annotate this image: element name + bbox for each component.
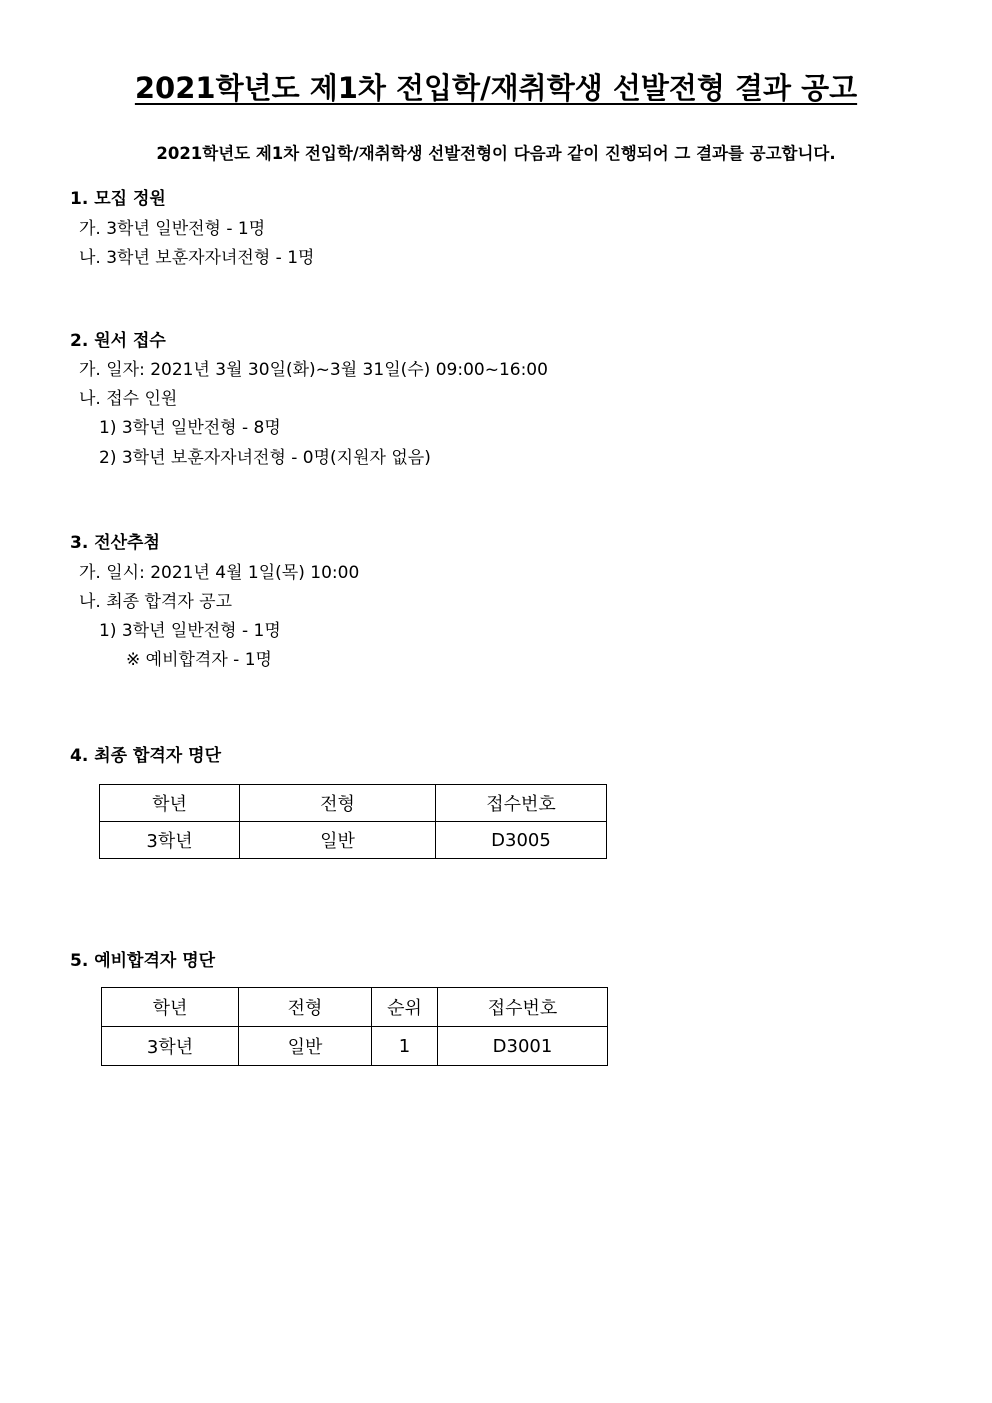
section-5-heading: 5. 예비합격자 명단: [70, 951, 216, 971]
cell-type: 일반: [239, 1027, 372, 1066]
section-2-line-1: 가. 일자: 2021년 3월 30일(화)~3월 31일(수) 09:00~16:00: [79, 360, 548, 380]
section-2-line-3: 1) 3학년 일반전형 - 8명: [99, 418, 281, 438]
section-4-heading: 4. 최종 합격자 명단: [70, 746, 221, 766]
header-cell-rank: 순위: [372, 988, 438, 1027]
section-3-line-4: ※ 예비합격자 - 1명: [126, 650, 272, 670]
section-3-line-3: 1) 3학년 일반전형 - 1명: [99, 621, 281, 641]
cell-type: 일반: [240, 822, 436, 859]
cell-grade: 3학년: [100, 822, 240, 859]
cell-receipt-number: D3005: [436, 822, 607, 859]
section-2-heading: 2. 원서 접수: [70, 331, 166, 351]
intro-text: 2021학년도 제1차 전입학/재취학생 선발전형이 다음과 같이 진행되어 그 결과를 공고합니다.: [156, 144, 836, 163]
table-header-row: [102, 988, 608, 1027]
final-admission-table: [99, 784, 607, 859]
document-title-text: 2021학년도 제1차 전입학/재취학생 선발전형 결과 공고: [134, 71, 858, 105]
header-cell-type: 전형: [239, 988, 372, 1027]
cell-grade: 3학년: [102, 1027, 239, 1066]
section-3-line-2: 나. 최종 합격자 공고: [79, 592, 232, 612]
reserve-admission-table: [101, 987, 608, 1066]
header-cell-grade: 학년: [102, 988, 239, 1027]
header-cell-receipt-number: 접수번호: [436, 785, 607, 822]
section-2-line-4: 2) 3학년 보훈자자녀전형 - 0명(지원자 없음): [99, 448, 431, 468]
section-2-line-2: 나. 접수 인원: [79, 389, 178, 409]
cell-rank: 1: [372, 1027, 438, 1066]
section-1-heading: 1. 모집 정원: [70, 189, 166, 209]
header-cell-type: 전형: [240, 785, 436, 822]
document-title: [0, 68, 992, 108]
header-cell-receipt-number: 접수번호: [438, 988, 608, 1027]
header-cell-grade: 학년: [100, 785, 240, 822]
table-row: [102, 1027, 608, 1066]
section-1-line-1: 가. 3학년 일반전형 - 1명: [79, 219, 266, 239]
table-header-row: [100, 785, 607, 822]
table-row: [100, 822, 607, 859]
section-3-line-1: 가. 일시: 2021년 4월 1일(목) 10:00: [79, 563, 360, 583]
cell-receipt-number: D3001: [438, 1027, 608, 1066]
section-1-line-2: 나. 3학년 보훈자자녀전형 - 1명: [79, 248, 315, 268]
section-3-heading: 3. 전산추첨: [70, 533, 160, 553]
